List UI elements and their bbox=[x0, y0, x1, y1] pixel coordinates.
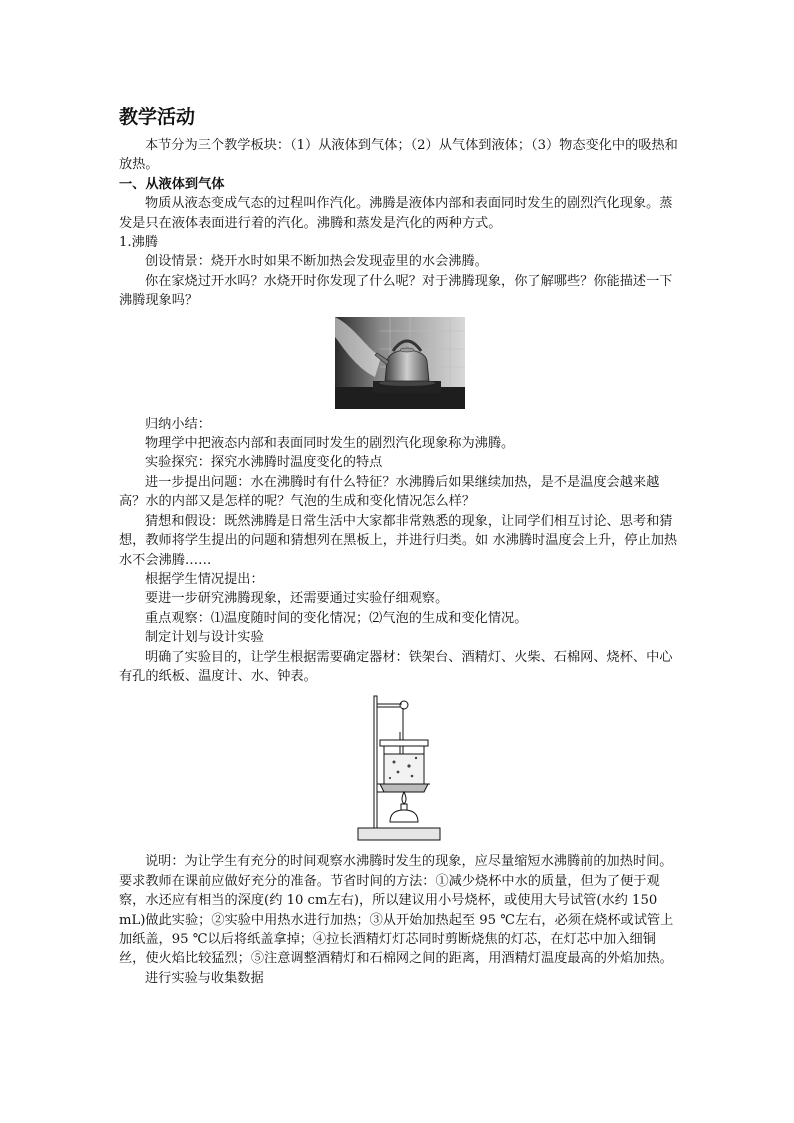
page-title: 教学活动 bbox=[119, 106, 196, 128]
boiling-apparatus-diagram bbox=[354, 692, 446, 844]
student-situation-label: 根据学生情况提出： bbox=[145, 571, 264, 587]
apparatus-figure bbox=[119, 692, 681, 844]
question-paragraph: 你在家烧过开水吗？水烧开时你发现了什么呢？对于沸腾现象，你了解哪些？你能描述一下沸腾现象吗？ bbox=[119, 273, 673, 309]
document-page bbox=[119, 104, 681, 988]
conduct-experiment-label: 进行实验与收集数据 bbox=[145, 970, 264, 986]
plan-design-label: 制定计划与设计实验 bbox=[145, 630, 264, 646]
scenario-paragraph: 创设情景：烧开水时如果不断加热会发现壶里的水会沸腾。 bbox=[145, 254, 488, 270]
summary-paragraph: 物理学中把液态内部和表面同时发生的剧烈汽化现象称为沸腾。 bbox=[145, 436, 515, 452]
note-paragraph: 说明：为让学生有充分的时间观察水沸腾时发生的现象，应尽量缩短水沸腾前的加热时间。要求教师在课前应做好充分的准备。节省时间的方法：①减少烧杯中水的质量，但为了便于观察，水还应有相当的深度(约 10 cm左右)，所以建议用小号烧杯，或使用大号试管(水约 150 mL)做此实验；②实验中用热水进行加热；③从开始加热起至 95 ℃左右，必须在烧杯或试管上加纸盖，95 ℃以后将纸盖拿掉；④拉长酒精灯灯芯同时剪断烧焦的灯芯，在灯芯中加入细铜丝，使火焰比较猛烈；⑤注意调整酒精灯和石棉网之间的距离，用酒精灯温度最高的外焰加热。 bbox=[119, 854, 674, 967]
equipment-paragraph: 明确了实验目的，让学生根据需要确定器材：铁架台、酒精灯、火柴、石棉网、烧杯、中心有孔的纸板、温度计、水、钟表。 bbox=[119, 649, 673, 684]
further-study-paragraph: 要进一步研究沸腾现象，还需要通过实验仔细观察。 bbox=[145, 591, 449, 607]
kettle-photo bbox=[119, 317, 681, 409]
definition-paragraph: 物质从液态变成气态的过程叫作汽化。沸腾是液体内部和表面同时发生的剧烈汽化现象。蒸发是只在液体表面进行着的汽化。沸腾和蒸发是汽化的两种方式。 bbox=[119, 196, 673, 231]
experiment-title: 实验探究：探究水沸腾时温度变化的特点 bbox=[145, 455, 383, 471]
sub-heading: 1.沸腾 bbox=[119, 235, 158, 251]
section-heading: 一、从液体到气体 bbox=[119, 176, 225, 192]
intro-paragraph: 本节分为三个教学板块：（1）从液体到气体；（2）从气体到液体；（3）物态变化中的吸热和放热。 bbox=[119, 138, 678, 173]
hypothesis-paragraph: 猜想和假设：既然沸腾是日常生活中大家都非常熟悉的现象，让同学们相互讨论、思考和猜想，教师将学生提出的问题和猜想列在黑板上，并进行归类。如 水沸腾时温度会上升，停止加热水不会沸腾…… bbox=[119, 513, 678, 568]
key-observation-paragraph: 重点观察：⑴温度随时间的变化情况；⑵气泡的生成和变化情况。 bbox=[145, 610, 528, 626]
summary-label: 归纳小结： bbox=[145, 416, 211, 432]
kettle-image bbox=[335, 317, 465, 409]
further-question-paragraph: 进一步提出问题：水在沸腾时有什么特征？水沸腾后如果继续加热，是不是温度会越来越高？水的内部又是怎样的呢？气泡的生成和变化情况怎么样？ bbox=[119, 474, 660, 510]
